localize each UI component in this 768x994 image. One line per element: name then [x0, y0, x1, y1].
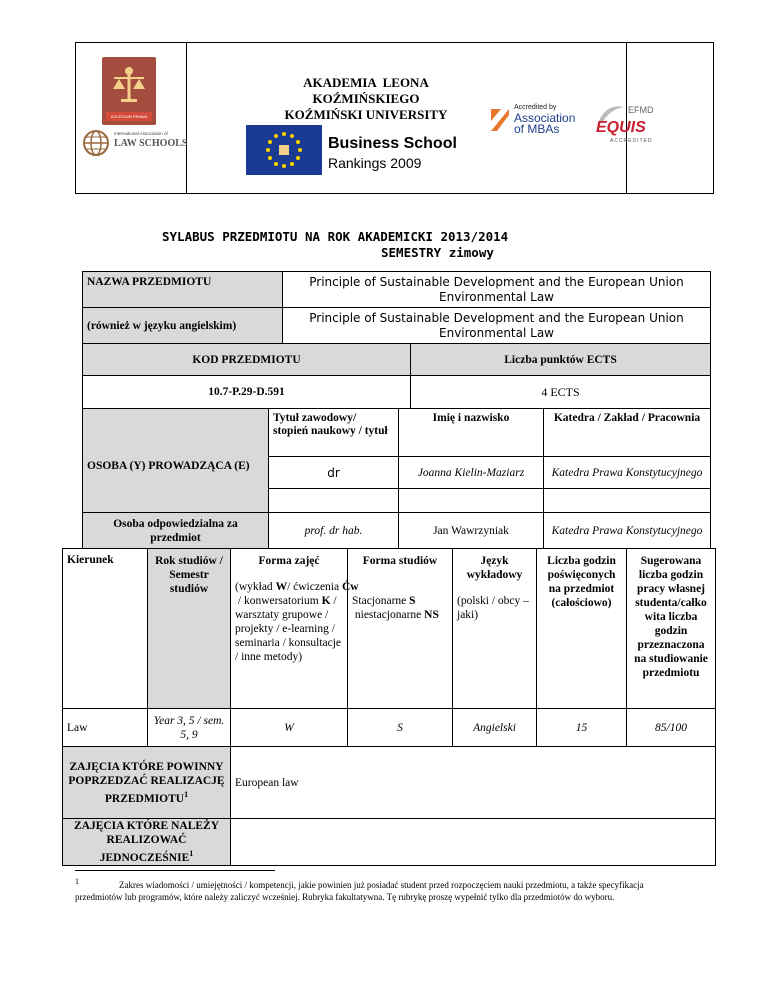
value-rok: Year 3, 5 / sem. 5, 9 — [148, 709, 231, 747]
desc-part: Stacjonarne — [352, 595, 410, 607]
kolegium-label: KOLEGIUM PRAWA — [106, 112, 152, 121]
responsible-dept: Katedra Prawa Konstytucyjnego — [544, 513, 711, 549]
amba-line2: of MBAs — [514, 122, 560, 136]
lecturer-name: Joanna Kielin-Maziarz — [399, 457, 544, 489]
ials-line2: LAW SCHOOLS — [114, 138, 188, 149]
desc-part: NS — [424, 609, 439, 621]
lecturer-title: dr — [269, 457, 399, 489]
value-forma-studiow: S — [348, 709, 453, 747]
desc-part: niestacjonarne — [352, 609, 425, 621]
desc-part: (wykład — [235, 581, 276, 593]
header-forma-studiow — [348, 549, 453, 709]
study-table — [62, 548, 716, 866]
header-box — [75, 42, 714, 194]
footnote-ref: 1 — [184, 789, 189, 799]
ials-logo — [82, 129, 188, 159]
forma-zajec-title: Forma zajęć — [258, 555, 320, 567]
value-forma-zajec: W — [231, 709, 348, 747]
header-praca-wlasna: Sugerowana liczba godzin pracy własnej studenta/całko wita liczba godzin przeznaczona na studiowanie przedmiotu — [627, 549, 716, 709]
desc-part: K — [321, 595, 331, 607]
course-name-value: Principle of Sustainable Development and the European Union Environmental Law — [283, 272, 711, 308]
people-table — [82, 408, 711, 549]
jezyk-desc: (polski / obcy – jaki) — [457, 595, 529, 621]
course-name-en-label: (również w języku angielskim) — [83, 308, 283, 344]
course-name-en-value: Principle of Sustainable Development and the European Union Environmental Law — [283, 308, 711, 344]
accredited-label: ACCREDITED — [610, 138, 653, 144]
prereq-value: European law — [231, 747, 716, 819]
ials-line1: International Association of — [114, 131, 168, 136]
desc-part: / konwersatorium — [235, 595, 322, 607]
footnote-ref: 1 — [189, 849, 194, 858]
header-rok: Rok studiów / Semestr studiów — [148, 549, 231, 709]
header-divider — [186, 43, 187, 193]
column-dept-header: Katedra / Zakład / Pracownia — [544, 409, 711, 457]
value-praca-wlasna: 85/100 — [627, 709, 716, 747]
eu-stars-icon — [246, 125, 322, 175]
footnote-mark: 1 — [75, 877, 79, 886]
ects-value: 4 ECTS — [411, 376, 711, 409]
scales-icon — [111, 65, 147, 105]
concurrent-label-text: ZAJĘCIA KTÓRE NALEŻY REALIZOWAĆ JEDNOCZEŚNIE — [73, 820, 220, 864]
amba-line1: Association — [514, 111, 576, 125]
empty-cell — [269, 489, 399, 513]
globe-icon — [82, 129, 110, 157]
empty-cell — [544, 489, 711, 513]
amba-mark-icon — [489, 107, 511, 133]
lecturer-dept: Katedra Prawa Konstytucyjnego — [544, 457, 711, 489]
footnote-separator — [75, 870, 275, 871]
footnote — [75, 876, 675, 903]
column-title-header: Tytuł zawodowy/ stopień naukowy / tytuł — [269, 409, 399, 457]
concurrent-value — [231, 819, 716, 866]
efmd-label: EFMD — [628, 105, 654, 115]
ects-label: Liczba punktów ECTS — [411, 344, 711, 376]
header-godziny: Liczba godzin poświęconych na przedmiot (całościowo) — [537, 549, 627, 709]
lecturer-label: OSOBA (Y) PROWADZĄCA (E) — [83, 409, 269, 513]
course-code-label: KOD PRZEDMIOTU — [83, 344, 411, 376]
forma-zajec-desc — [235, 580, 359, 664]
value-kierunek: Law — [63, 709, 148, 747]
kolegium-prawa-logo — [102, 57, 156, 125]
course-name-label: NAZWA PRZEDMIOTU — [83, 272, 283, 308]
empty-cell — [399, 489, 544, 513]
prereq-label-text: ZAJĘCIA KTÓRE POWINNY POPRZEDZAĆ REALIZACJĘ PRZEDMIOTU — [68, 760, 225, 805]
forma-studiow-desc — [352, 594, 448, 622]
value-godziny: 15 — [537, 709, 627, 747]
business-school-text: Business School — [328, 135, 457, 152]
jezyk-title: Język wykładowy — [466, 555, 523, 581]
desc-part: Ćw — [341, 581, 359, 593]
header-forma-zajec — [231, 549, 359, 709]
equis-label: EQUIS — [596, 119, 646, 136]
footnote-text: Zakres wiadomości / umiejętności / kompetencji, jakie powinien już posiadać student przed rozpoczęciem nauki przedmiotu, a także specyfikacja przedmiotów lub programów, które należy zaliczyć wcześniej. Rubryka fakultatywna. Tę rubrykę proszę wypełnić tylko dla przedmiotów do wyboru. — [75, 880, 644, 902]
university-title — [214, 75, 518, 123]
prereq-label — [63, 747, 231, 819]
header-kierunek: Kierunek — [63, 549, 148, 709]
forma-studiow-title: Forma studiów — [362, 555, 438, 567]
desc-part: / warsztaty grupowe / projekty / e-learning / seminaria / konsultacje / inne metody) — [235, 595, 344, 663]
amba-name — [514, 113, 575, 135]
desc-part: W — [275, 581, 288, 593]
university-line1: AKADEMIA LEONA — [303, 75, 429, 90]
course-code-value: 10.7-P.29-D.591 — [83, 376, 411, 409]
header-divider — [626, 43, 627, 193]
eu-flag-logo — [246, 125, 322, 175]
value-jezyk: Angielski — [453, 709, 537, 747]
syllabus-title: SYLABUS PRZEDMIOTU NA ROK AKADEMICKI 2013/2014 — [162, 229, 509, 244]
semester-title: SEMESTRY zimowy — [381, 245, 494, 260]
university-line2: KOŹMIŃSKIEGO — [312, 91, 420, 106]
rankings-text: Rankings 2009 — [328, 155, 422, 171]
desc-part: S — [409, 595, 416, 607]
column-name-header: Imię i nazwisko — [399, 409, 544, 457]
responsible-label: Osoba odpowiedzialna za przedmiot — [83, 513, 269, 549]
amba-accredited-by: Accredited by — [514, 104, 557, 111]
course-table — [82, 271, 711, 409]
desc-part: / ćwiczenia — [287, 581, 342, 593]
university-line3: KOŹMIŃSKI UNIVERSITY — [284, 107, 448, 122]
responsible-title: prof. dr hab. — [269, 513, 399, 549]
header-jezyk — [453, 549, 537, 709]
responsible-name: Jan Wawrzyniak — [399, 513, 544, 549]
concurrent-label — [63, 819, 231, 866]
